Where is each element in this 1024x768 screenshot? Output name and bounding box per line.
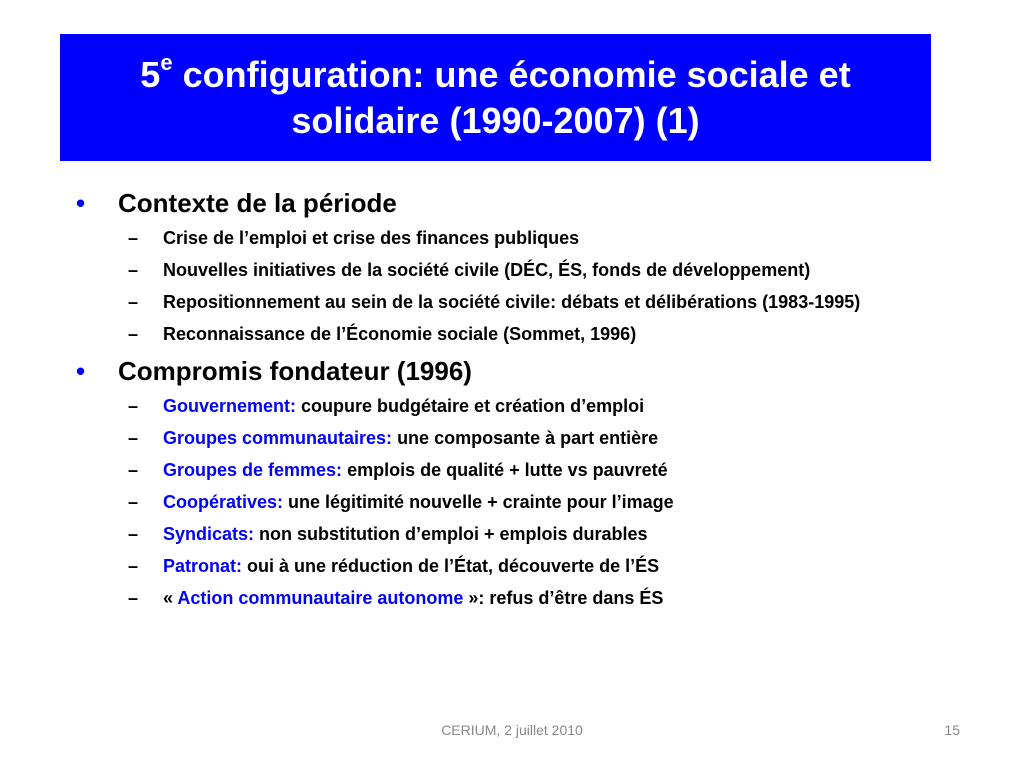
dash-icon: –: [128, 428, 139, 448]
sub-item-text: coupure budgétaire et création d’emploi: [296, 396, 645, 416]
sub-item: [70, 226, 970, 251]
sub-item-label: Syndicats:: [163, 524, 255, 544]
sub-item: [70, 458, 970, 483]
bullet-icon: •: [76, 188, 86, 218]
sub-item-text: Nouvelles initiatives de la société civile (DÉC, ÉS, fonds de développement): [163, 260, 811, 280]
dash-icon: –: [128, 588, 139, 608]
sub-item: [70, 490, 970, 515]
sub-item-label: Groupes communautaires:: [163, 428, 393, 448]
sub-item-text: une légitimité nouvelle + crainte pour l’image: [283, 492, 674, 512]
sub-item-open-quote: «: [163, 588, 178, 608]
title-line-1-text: configuration: une économie sociale et: [172, 53, 851, 95]
dash-icon: –: [128, 460, 139, 480]
bullet-heading-text: Compromis fondateur (1996): [118, 356, 472, 386]
bullet-heading-compromis: [70, 354, 970, 388]
sub-item-label: Gouvernement:: [163, 396, 297, 416]
dash-icon: –: [128, 260, 139, 280]
slide-title-line-1: [140, 49, 851, 98]
bullet-heading-contexte: [70, 186, 970, 220]
sub-item-label: Groupes de femmes:: [163, 460, 343, 480]
dash-icon: –: [128, 556, 139, 576]
sub-item: [70, 258, 970, 283]
dash-icon: –: [128, 396, 139, 416]
sub-item: [70, 554, 970, 579]
dash-icon: –: [128, 228, 139, 248]
sub-item: [70, 290, 970, 315]
sub-item: [70, 394, 970, 419]
sub-item: [70, 586, 970, 611]
sub-item: [70, 322, 970, 347]
dash-icon: –: [128, 324, 139, 344]
sub-item-text: emplois de qualité + lutte vs pauvreté: [342, 460, 668, 480]
sub-item-text: une composante à part entière: [392, 428, 659, 448]
sub-item-text: Crise de l’emploi et crise des finances publiques: [163, 228, 580, 248]
sub-item-text: non substitution d’emploi + emplois durables: [254, 524, 648, 544]
sub-item-text: »: refus d’être dans ÉS: [463, 588, 664, 608]
sub-item-text: Reconnaissance de l’Économie sociale (Sommet, 1996): [163, 324, 637, 344]
dash-icon: –: [128, 524, 139, 544]
sub-item-label: Patronat:: [163, 556, 243, 576]
sub-item: [70, 426, 970, 451]
sub-item-text: oui à une réduction de l’État, découverte de l’ÉS: [242, 556, 660, 576]
slide-title-line-2: solidaire (1990-2007) (1): [291, 99, 700, 141]
sub-item-label: Action communautaire autonome: [177, 588, 464, 608]
sub-item-label: Coopératives:: [163, 492, 284, 512]
dash-icon: –: [128, 492, 139, 512]
slide-footer: CERIUM, 2 juillet 2010: [441, 722, 583, 738]
bullet-icon: •: [76, 356, 86, 386]
slide-number: 15: [944, 722, 960, 738]
sub-item: [70, 522, 970, 547]
slide-content: [70, 184, 970, 618]
title-superscript: e: [160, 49, 173, 75]
bullet-heading-text: Contexte de la période: [118, 188, 397, 218]
sub-item-text: Repositionnement au sein de la société civile: débats et délibérations (1983-1995): [163, 292, 861, 312]
dash-icon: –: [128, 292, 139, 312]
slide-title-box: [60, 34, 931, 161]
title-number: 5: [140, 53, 161, 95]
